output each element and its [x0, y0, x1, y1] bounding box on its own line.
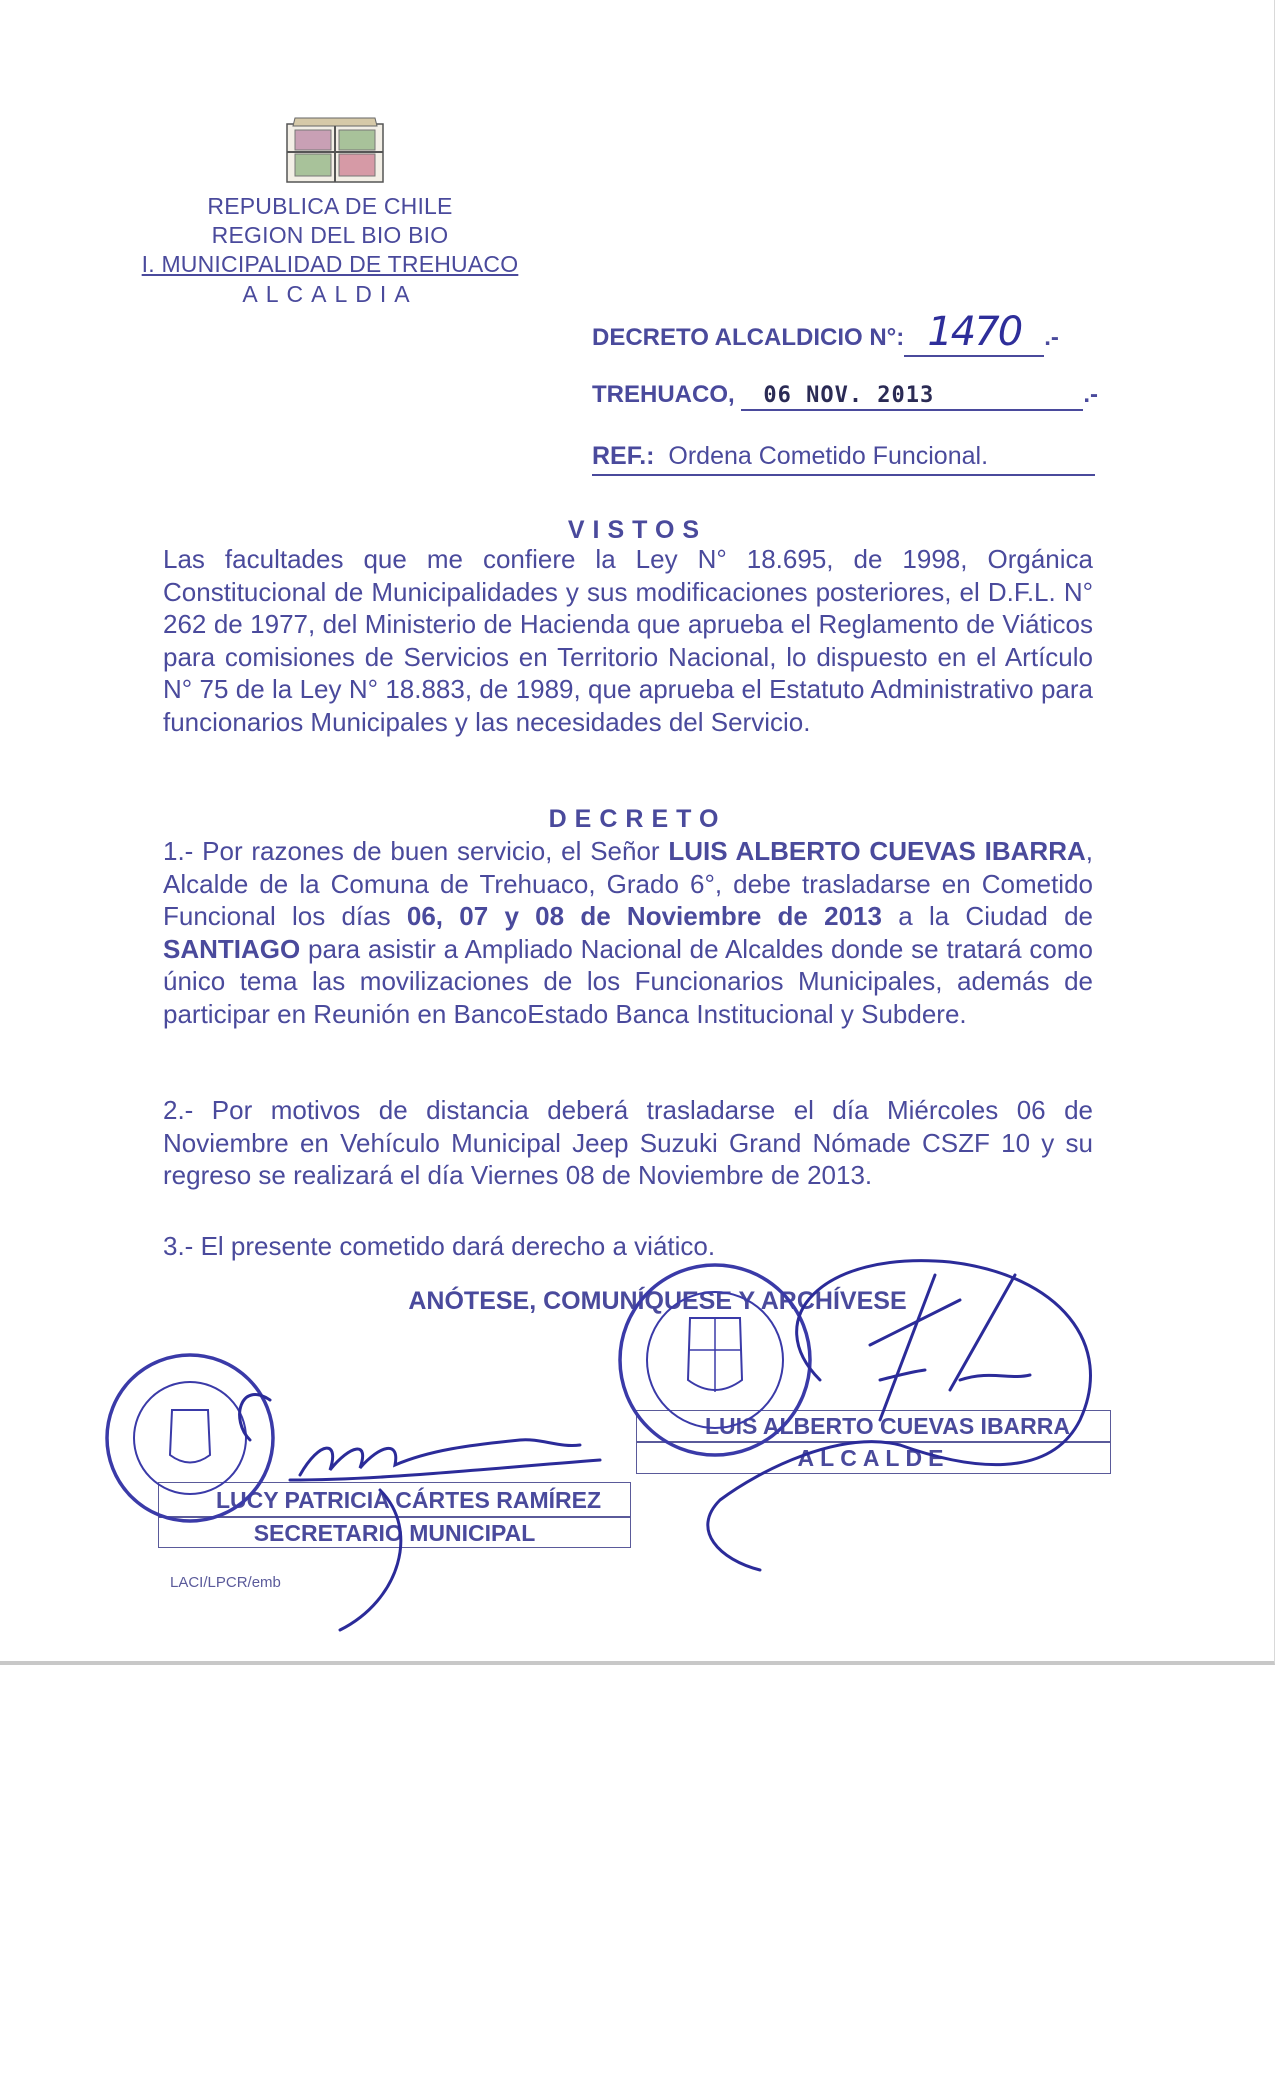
- decree-number-suffix: .-: [1044, 324, 1059, 351]
- closing-formula: ANÓTESE, COMUNÍQUESE Y ARCHÍVESE: [408, 1287, 907, 1315]
- decree-place-label: TREHUACO,: [592, 381, 735, 408]
- typist-initials: LACI/LPCR/emb: [170, 1574, 281, 1591]
- decreto-point-2: 2.- Por motivos de distancia deberá trasladarse el día Miércoles 06 de Noviembre en Vehículo Municipal Jeep Suzuki Grand Nómade CSZF 10 y su regreso se realizará el día Viernes 08 de Noviembre de 2013.: [163, 1095, 1093, 1190]
- decree-number-value: 1470: [927, 309, 1022, 355]
- vistos-title: VISTOS: [567, 516, 708, 544]
- mayor-handwritten-signature-icon: [708, 1261, 1091, 1570]
- header-alcaldia: ALCALDIA: [242, 281, 418, 307]
- p1-city: SANTIAGO: [163, 933, 301, 964]
- p1-text-c: , Alcalde de la Comuna de Trehuaco, Grado 6°, debe trasladarse en Cometido Funcional los días: [163, 836, 1093, 931]
- header-region: REGION DEL BIO BIO: [211, 222, 449, 248]
- decreto-title: DECRETO: [548, 805, 727, 833]
- decree-date-suffix: .-: [1083, 381, 1099, 408]
- p1-text-a: 1.- Por razones de buen servicio, el Señor: [163, 836, 669, 866]
- header-municipality-text: I. MUNICIPALIDAD DE TREHUACO: [141, 251, 519, 277]
- decree-number-label: DECRETO ALCALDICIO N°:: [592, 324, 905, 351]
- alcalde-seal-icon: [620, 1265, 810, 1455]
- p1-dates: 06, 07 y 08 de Noviembre de 2013: [406, 901, 882, 931]
- p1-text-e: a la Ciudad de: [881, 901, 1093, 931]
- mayor-name: LUIS ALBERTO CUEVAS IBARRA: [704, 1413, 1070, 1439]
- secretary-handwritten-signature-icon: [240, 1395, 600, 1630]
- secretary-name: LUCY PATRICIA CÁRTES RAMÍREZ: [215, 1487, 602, 1513]
- decreto-point-3: 3.- El presente cometido dará derecho a viático.: [163, 1231, 716, 1261]
- decree-date-stamp: 06 NOV. 2013: [763, 383, 935, 408]
- ref-label: REF.:: [592, 442, 655, 470]
- vistos-text: Las facultades que me confiere la Ley N° 18.695, de 1998, Orgánica Constitucional de Municipalidades y sus modificaciones posteriores, el D.F.L. N° 262 de 1977, del Ministerio de Hacienda que aprueba el Reglamento de Viáticos para comisiones de Servicios en Territorio Nacional, lo dispuesto en el Artículo N° 75 de la Ley N° 18.883, de 1989, que aprueba el Estatuto Administrativo para funcionarios Municipales y las necesidades del Servicio.: [163, 544, 1093, 737]
- ref-text: Ordena Cometido Funcional.: [668, 442, 989, 470]
- mayor-title: ALCALDE: [797, 1445, 950, 1471]
- secretary-title: SECRETARIO MUNICIPAL: [253, 1520, 536, 1546]
- p1-text-g: para asistir a Ampliado Nacional de Alcaldes donde se tratará como único tema las movilizaciones de los Funcionarios Municipales, además de participar en Reunión en BancoEstado Banca Institucional y Subdere.: [163, 933, 1093, 1029]
- p1-mayor-name: LUIS ALBERTO CUEVAS IBARRA: [668, 836, 1086, 866]
- header-republic: REPUBLICA DE CHILE: [207, 193, 453, 219]
